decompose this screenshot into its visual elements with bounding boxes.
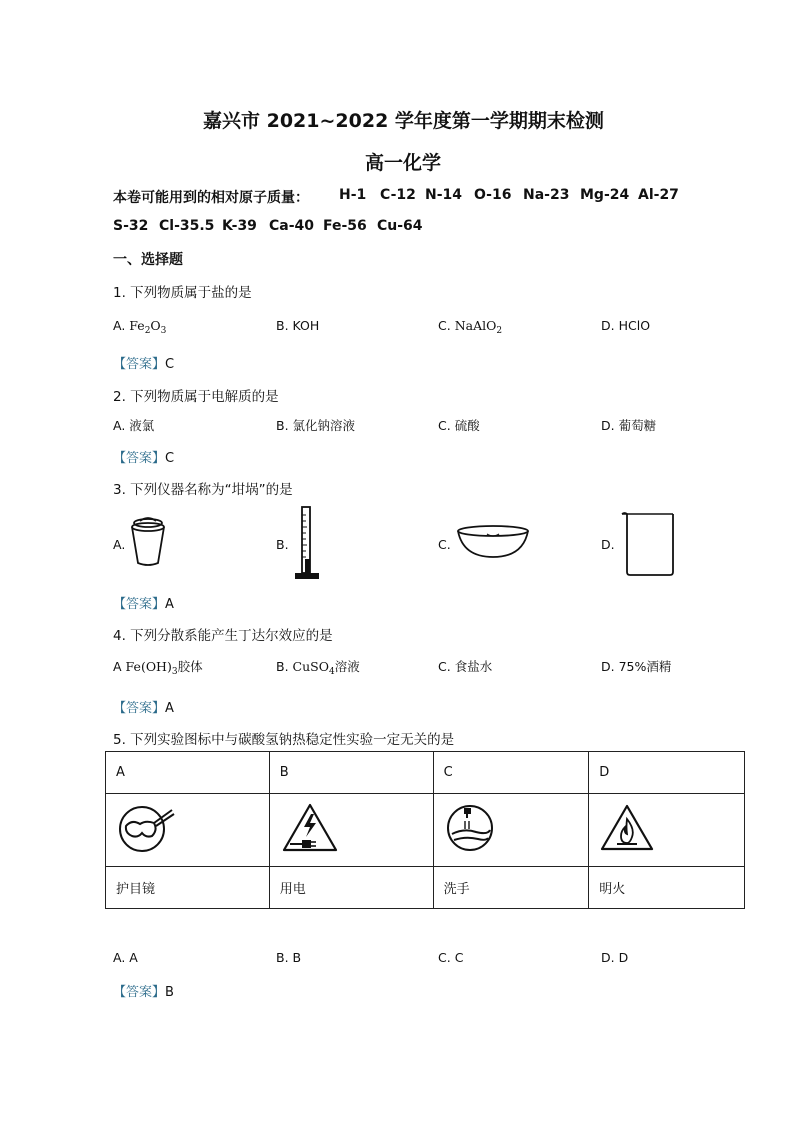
atomic-mass-lead: 本卷可能用到的相对原子质量： <box>113 190 309 206</box>
graduated-cylinder-icon <box>292 505 322 582</box>
table-header-cell: C <box>433 752 589 794</box>
option-a: A. 液氯 <box>113 418 155 433</box>
atomic-mass-item: Al-27 <box>638 187 679 203</box>
question-stem: 5. 下列实验图标中与碳酸氢钠热稳定性实验一定无关的是 <box>113 732 455 748</box>
option-b: B. KOH <box>276 318 320 333</box>
open-flame-icon <box>599 803 655 853</box>
evaporating-dish-icon <box>455 523 531 561</box>
question-stem: 1. 下列物质属于盐的是 <box>113 285 252 301</box>
option-d: D. D <box>601 950 629 965</box>
atomic-mass-item: Cu-64 <box>377 218 423 234</box>
atomic-mass-item: Fe-56 <box>323 218 367 234</box>
answer-line: 【答案】C <box>113 451 175 466</box>
icon-table <box>105 751 745 909</box>
option-c: C. 硫酸 <box>438 418 480 433</box>
option-a: A $Fe(OH)_3$胶体 <box>113 659 203 677</box>
electricity-icon <box>280 802 340 854</box>
answer-line: 【答案】C <box>113 357 175 372</box>
goggles-icon <box>116 802 176 854</box>
crucible-icon <box>128 514 168 568</box>
document-title: 嘉兴市 2021~2022 学年度第一学期期末检测 <box>203 110 604 132</box>
question-stem: 3. 下列仪器名称为“坩埚”的是 <box>113 482 293 498</box>
table-header-cell: B <box>269 752 433 794</box>
question-stem: 2. 下列物质属于电解质的是 <box>113 389 279 405</box>
option-d-label: D. <box>601 537 615 552</box>
atomic-mass-item: O-16 <box>474 187 512 203</box>
option-c: C. C <box>438 950 464 965</box>
table-label-cell: 护目镜 <box>106 867 270 909</box>
atomic-mass-item: S-32 <box>113 218 149 234</box>
atomic-mass-item: Mg-24 <box>580 187 630 203</box>
table-icon-cell <box>269 794 433 867</box>
atomic-mass-item: Cl-35.5 <box>159 218 215 234</box>
option-c-label: C. <box>438 537 451 552</box>
option-a: A. $Fe_2O_3$ <box>113 318 167 336</box>
table-label-cell: 明火 <box>589 867 745 909</box>
table-label-cell: 洗手 <box>433 867 589 909</box>
table-header-cell: A <box>106 752 270 794</box>
atomic-mass-item: C-12 <box>380 187 416 203</box>
atomic-mass-item: Na-23 <box>523 187 570 203</box>
table-label-cell: 用电 <box>269 867 433 909</box>
table-icon-cell <box>589 794 745 867</box>
answer-line: 【答案】A <box>113 701 174 716</box>
option-a: A. A <box>113 950 138 965</box>
section-heading: 一、选择题 <box>113 252 183 268</box>
atomic-mass-item: N-14 <box>425 187 463 203</box>
subject-title: 高一化学 <box>365 152 442 174</box>
option-d: D. 75%酒精 <box>601 659 672 674</box>
atomic-mass-item: K-39 <box>222 218 257 234</box>
atomic-mass-item: H-1 <box>339 187 367 203</box>
answer-line: 【答案】A <box>113 597 174 612</box>
option-a-label: A. <box>113 537 126 552</box>
option-b: B. B <box>276 950 302 965</box>
option-b: B. 氯化钠溶液 <box>276 418 356 433</box>
table-icon-cell <box>106 794 270 867</box>
question-stem: 4. 下列分散系能产生丁达尔效应的是 <box>113 628 333 644</box>
hand-wash-icon <box>444 802 500 854</box>
answer-line: 【答案】B <box>113 985 174 1000</box>
option-d: D. HClO <box>601 318 651 333</box>
beaker-icon <box>619 510 677 578</box>
option-c: C. NaAlO$_2$ <box>438 318 503 336</box>
atomic-mass-item: Ca-40 <box>269 218 315 234</box>
table-header-cell: D <box>589 752 745 794</box>
table-icon-cell <box>433 794 589 867</box>
option-b: B. CuSO$_4$溶液 <box>276 659 360 677</box>
option-b-label: B. <box>276 537 289 552</box>
option-d: D. 葡萄糖 <box>601 418 657 433</box>
option-c: C. 食盐水 <box>438 659 493 674</box>
